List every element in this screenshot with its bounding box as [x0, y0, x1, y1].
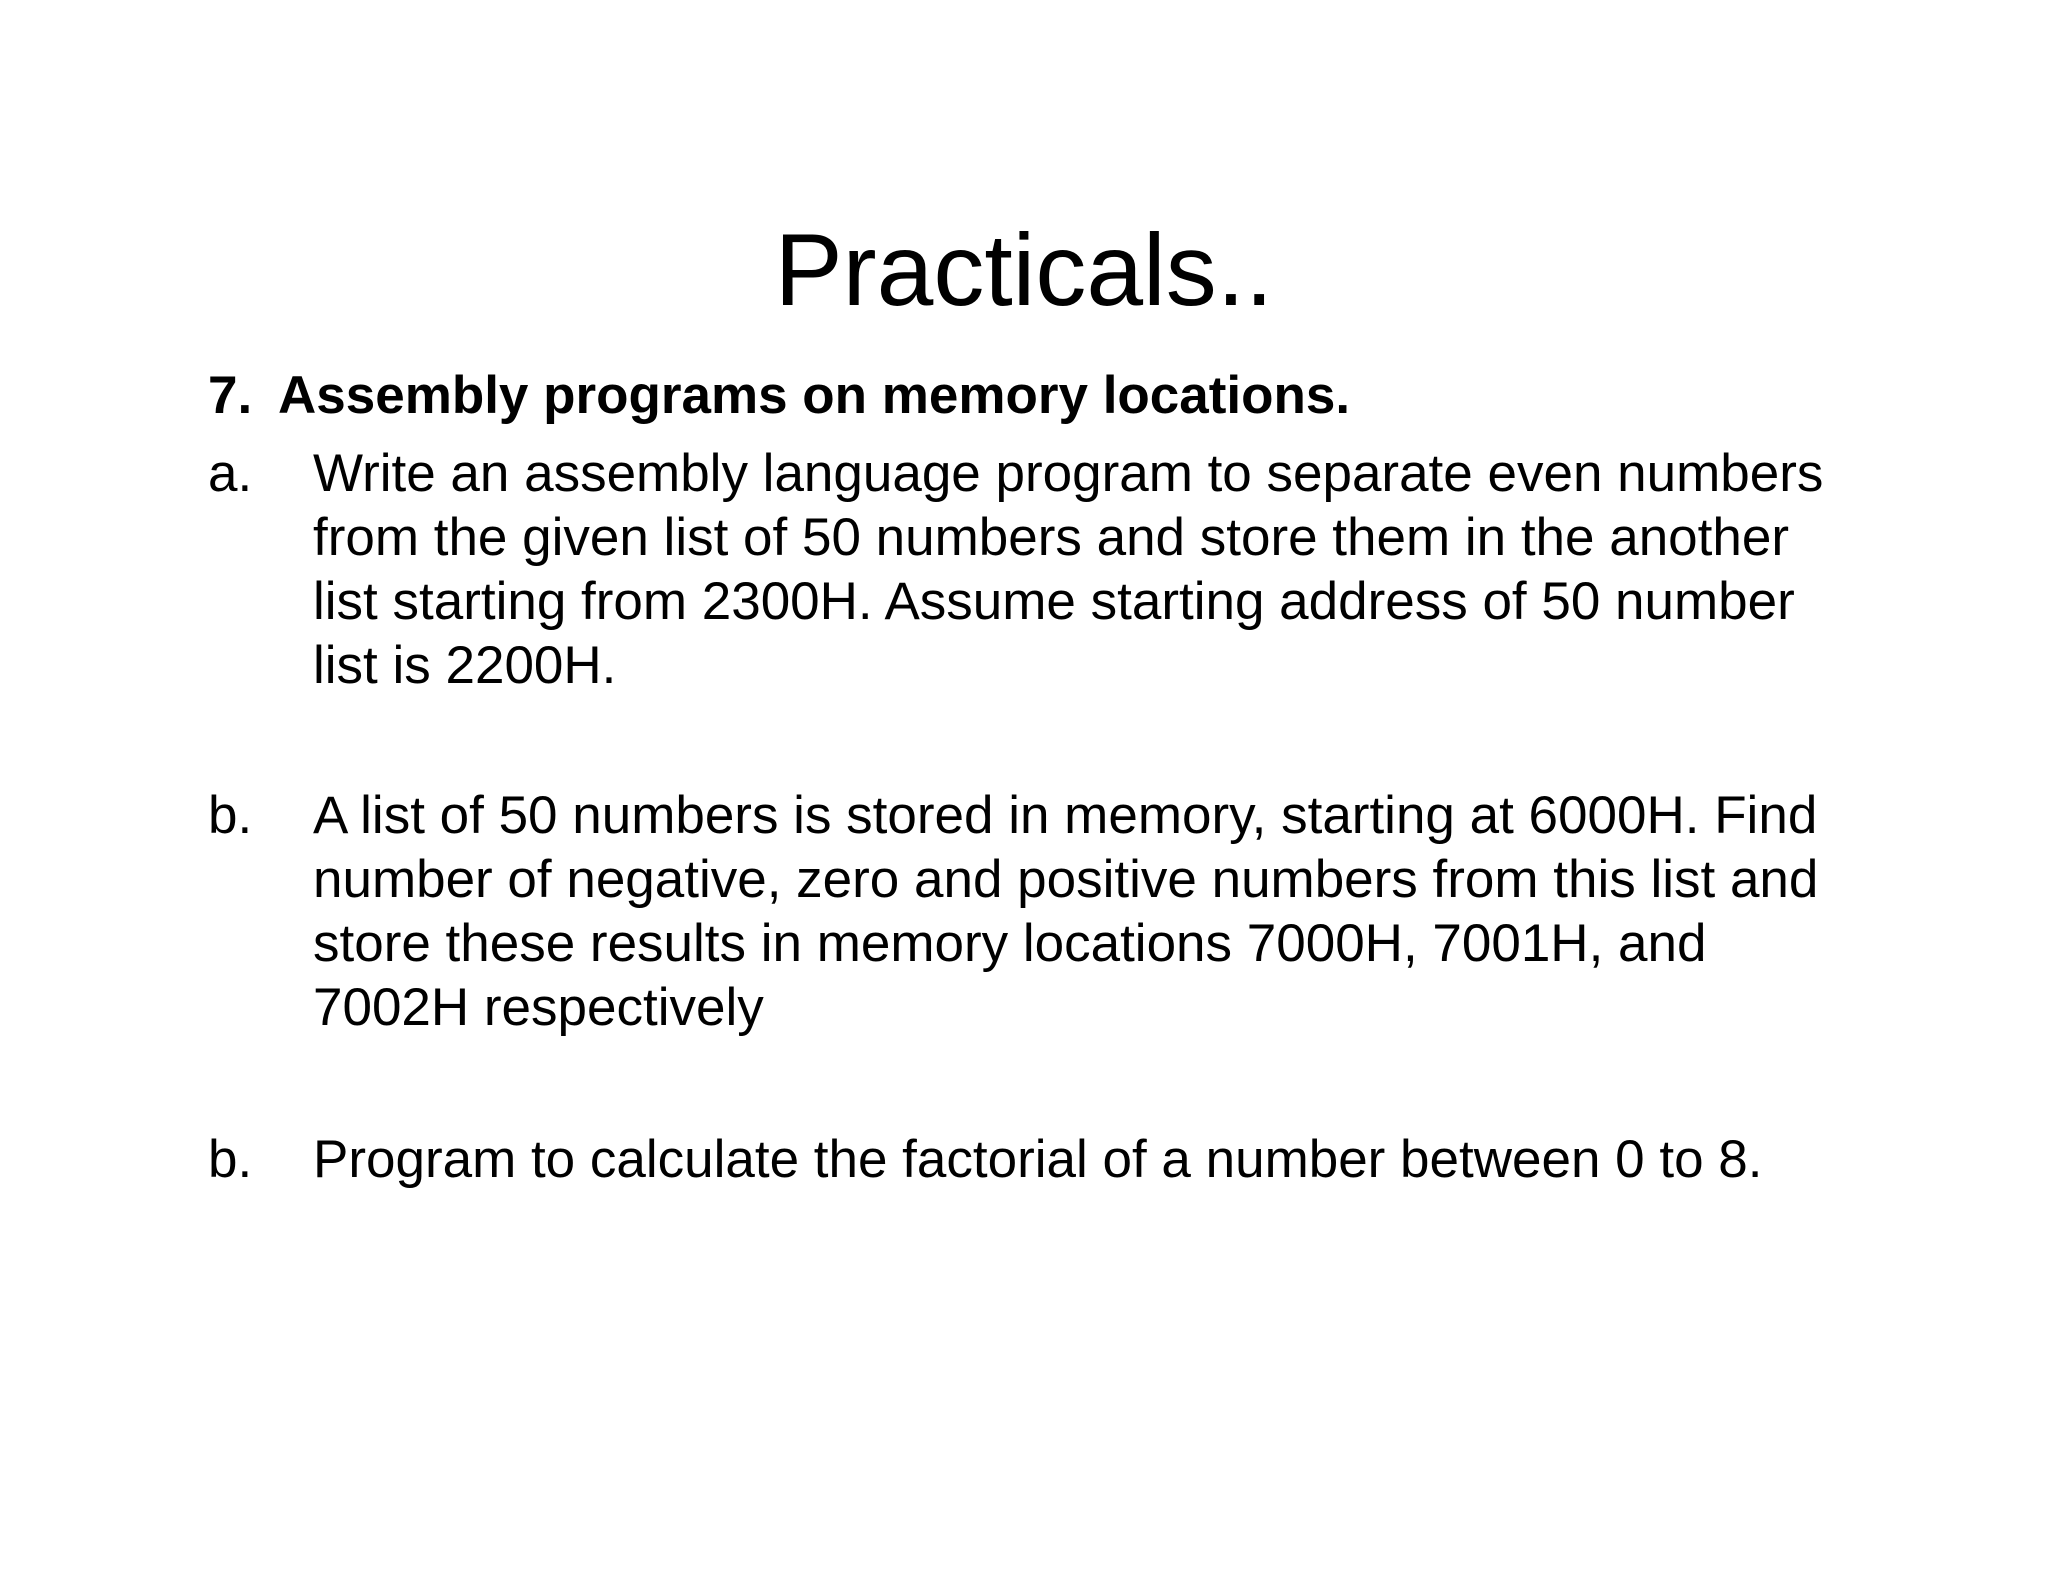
list-item: [208, 1128, 1848, 1192]
list-item-marker: a.: [208, 444, 253, 503]
section-heading: [208, 364, 1908, 428]
list-item: [208, 784, 1848, 1040]
list-item-marker: b.: [208, 1130, 253, 1189]
heading-text: Assembly programs on memory locations.: [278, 366, 1351, 425]
list-item-text: Write an assembly language program to separate even numbers from the given list of 50 numbers and store them in the another list starting from 2300H. Assume starting address of 50 number list is 2200H.: [313, 444, 1824, 695]
slide-title: Practicals..: [774, 213, 1274, 327]
list-item-marker: b.: [208, 786, 253, 845]
list-item: [208, 442, 1848, 698]
list-item-text: Program to calculate the factorial of a number between 0 to 8.: [313, 1130, 1763, 1189]
list-item-text: A list of 50 numbers is stored in memory, starting at 6000H. Find number of negative, zero and positive numbers from this list and store these results in memory locations 7000H, 7001H, and 7002H respectively: [313, 786, 1819, 1037]
heading-number: 7.: [208, 366, 253, 425]
